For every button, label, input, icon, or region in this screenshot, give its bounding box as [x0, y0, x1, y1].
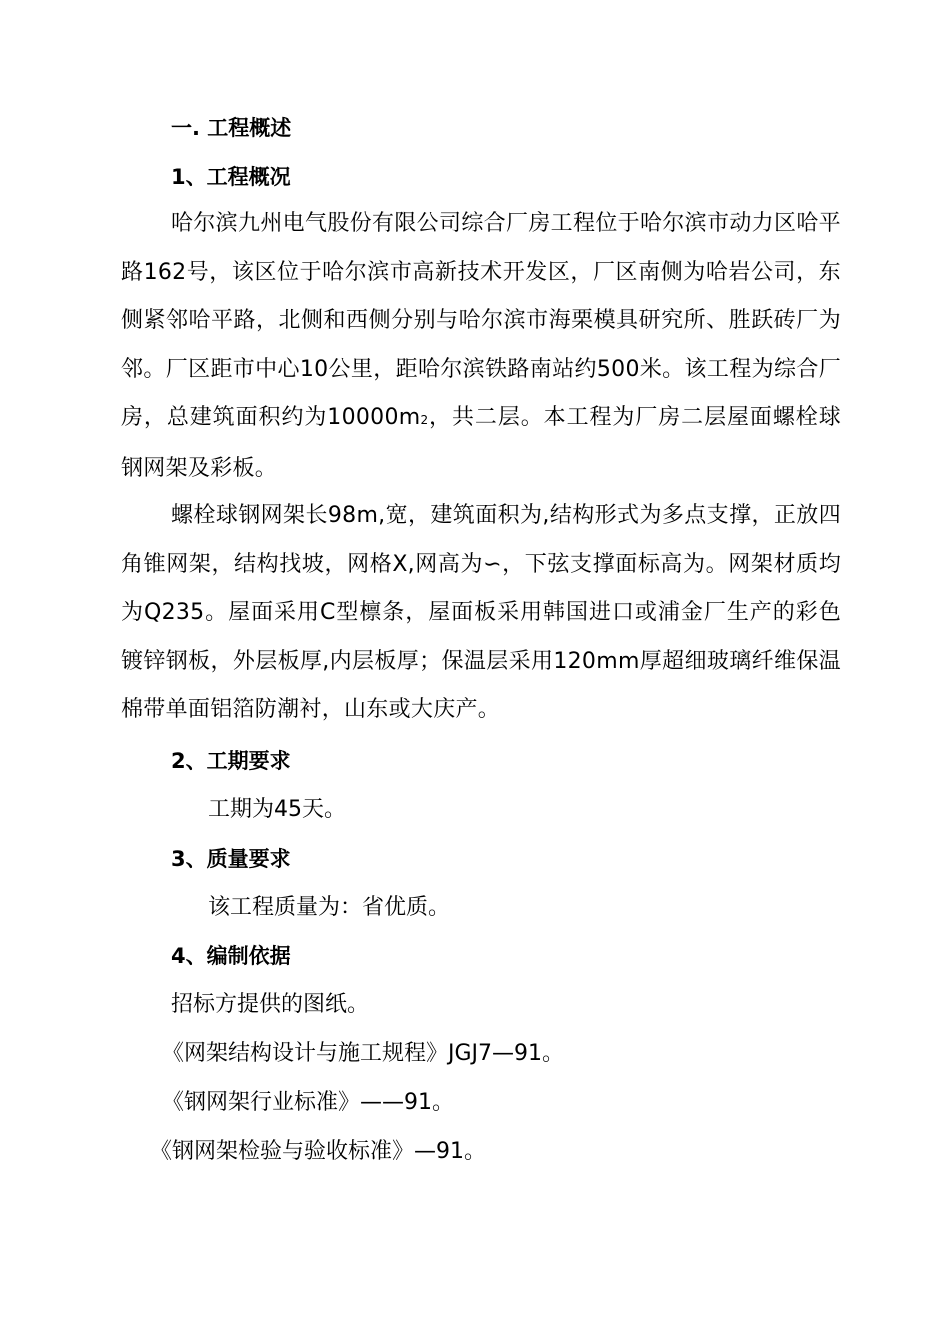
paragraph-text-continued: ，共二层。本工程为厂房二层屋面螺栓球钢网架及彩板。 [121, 405, 841, 481]
heading-schedule: 2、工期要求 [171, 749, 291, 773]
section-title: 一. 工程概述 [171, 116, 292, 140]
heading-quality: 3、质量要求 [171, 847, 291, 871]
paragraph-steel-grid: 螺栓球钢网架长98m,宽，建筑面积为,结构形式为多点支撑，正放四角锥网架，结构找坡，网格X,网高为∽，下弦支撑面标高为。网架材质均为Q235。屋面采用C型檩条，屋面板采用韩国进口或浦金厂生产的彩色镀锌钢板，外层板厚,内层板厚；保温层采用120mm厚超细玻璃纤维保温棉带单面铝箔防潮衬，山东或大庆产。 [121, 503, 841, 722]
area-unit-subscript: 2 [420, 413, 429, 427]
heading-basis: 4、编制依据 [171, 944, 291, 968]
heading-project-overview: 1、工程概况 [171, 165, 291, 189]
basis-item: 《钢网架行业标准》——91。 [162, 1090, 454, 1115]
quality-text: 该工程质量为：省优质。 [208, 895, 451, 920]
basis-item: 《网架结构设计与施工规程》JGJ7—91。 [162, 1041, 565, 1066]
paragraph-text: 哈尔滨九州电气股份有限公司综合厂房工程位于哈尔滨市动力区哈平路162号，该区位于哈尔滨市高新技术开发区，厂区南侧为哈岩公司，东侧紧邻哈平路，北侧和西侧分别与哈尔滨市海栗模具研究所、胜跃砖厂为邻。厂区距市中心10公里，距哈尔滨铁路南站约500米。该工程为综合厂房，总建筑面积约为10000m [121, 211, 841, 430]
schedule-text: 工期为45天。 [208, 797, 346, 822]
basis-item: 招标方提供的图纸。 [171, 992, 370, 1017]
basis-item: 《钢网架检验与验收标准》—91。 [150, 1139, 486, 1164]
paragraph-project-overview [121, 200, 841, 493]
